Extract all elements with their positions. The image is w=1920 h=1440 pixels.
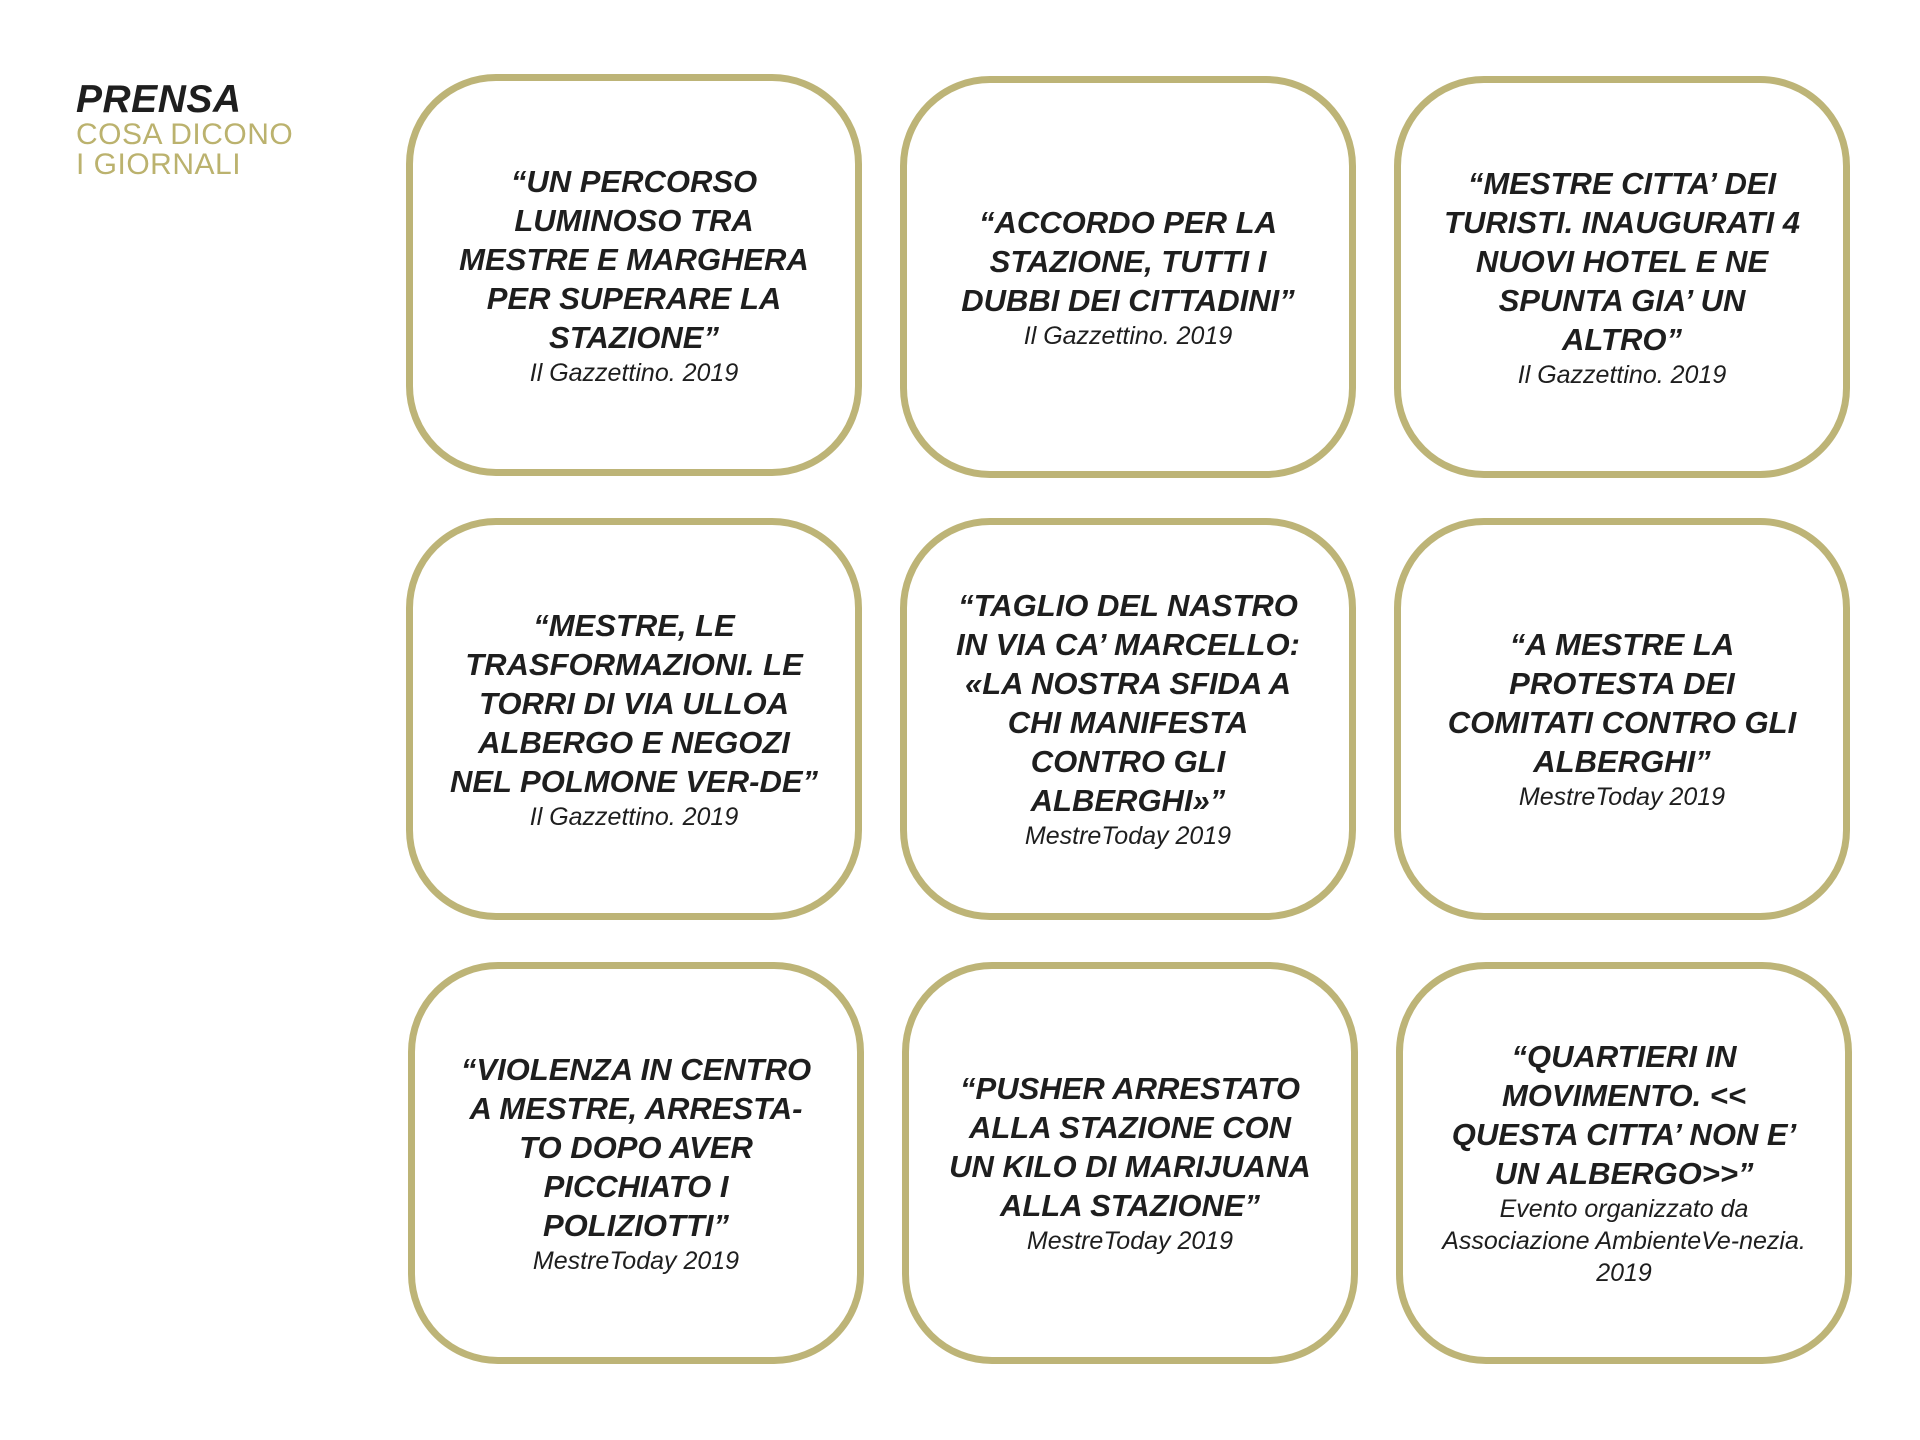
press-source: Evento organizzato da Associazione AmbienteVe-nezia. 2019: [1442, 1195, 1806, 1287]
press-source: Il Gazzettino. 2019: [1023, 321, 1233, 350]
press-card: [408, 962, 864, 1364]
press-source: MestreToday 2019: [1026, 1227, 1234, 1255]
press-card: [902, 962, 1358, 1364]
page-header: [76, 80, 376, 180]
press-source: Il Gazzettino. 2019: [529, 802, 739, 831]
press-source: Il Gazzettino. 2019: [529, 358, 739, 387]
press-quote: “A MESTRE LA PROTESTA DEI COMITATI CONTRO GLI ALBERGHI”: [1447, 627, 1797, 779]
press-quote: “PUSHER ARRESTATO ALLA STAZIONE CON UN KILO DI MARIJUANA ALLA STAZIONE”: [949, 1071, 1311, 1223]
press-card: [900, 518, 1356, 920]
press-quote: “UN PERCORSO LUMINOSO TRA MESTRE E MARGHERA PER SUPERARE LA STAZIONE”: [459, 163, 809, 355]
page-title: PRENSA: [76, 78, 242, 121]
press-quote: “TAGLIO DEL NASTRO IN VIA CA’ MARCELLO: «LA NOSTRA SFIDA A CHI MANIFESTA CONTRO GLI ALBERGHI»”: [956, 588, 1300, 818]
press-card: [1396, 962, 1852, 1364]
page-subtitle-line-2: I GIORNALI: [76, 148, 242, 181]
press-quote: “VIOLENZA IN CENTRO A MESTRE, ARRESTA-TO DOPO AVER PICCHIATO I POLIZIOTTI”: [460, 1051, 812, 1243]
press-quote: “ACCORDO PER LA STAZIONE, TUTTI I DUBBI DEI CITTADINI”: [961, 204, 1295, 318]
press-card: [1394, 518, 1850, 920]
press-source: Il Gazzettino. 2019: [1517, 360, 1727, 389]
press-quote: “QUARTIERI IN MOVIMENTO. << QUESTA CITTA’ NON E’ UN ALBERGO>>”: [1451, 1039, 1797, 1191]
press-source: MestreToday 2019: [1518, 783, 1726, 811]
press-card: [406, 518, 862, 920]
press-card: [406, 74, 862, 476]
press-quote: “MESTRE CITTA’ DEI TURISTI. INAUGURATI 4 NUOVI HOTEL E NE SPUNTA GIA’ UN ALTRO”: [1444, 165, 1800, 357]
press-quote: “MESTRE, LE TRASFORMAZIONI. LE TORRI DI VIA ULLOA ALBERGO E NEGOZI NEL POLMONE VER-DE”: [449, 607, 819, 799]
page-subtitle-line-1: COSA DICONO: [76, 118, 294, 151]
press-source: MestreToday 2019: [532, 1246, 740, 1275]
press-card: [900, 76, 1356, 478]
press-card: [1394, 76, 1850, 478]
press-source: MestreToday 2019: [1024, 822, 1232, 850]
